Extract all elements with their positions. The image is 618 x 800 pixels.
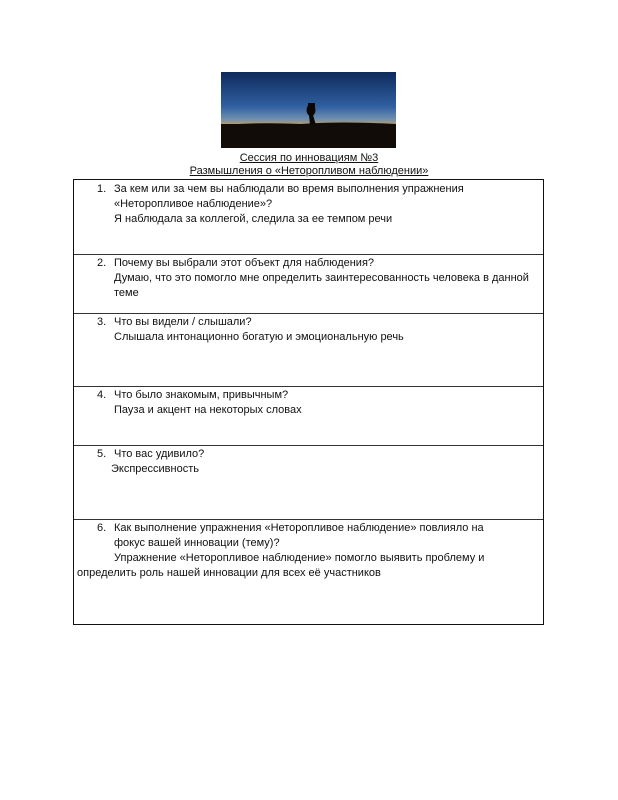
question-text: За кем или за чем вы наблюдали во время выполнения упражнения «Неторопливое наблюдение»? (114, 183, 464, 210)
document-subtitle: Размышления о «Неторопливом наблюдении» (189, 165, 429, 177)
table-row (74, 180, 543, 255)
sunset-photo (221, 72, 396, 148)
question-number: 6. (97, 522, 107, 534)
question-text: Что вас удивило? (114, 448, 205, 460)
answer-text: Экспрессивность (111, 463, 199, 475)
table-row (74, 254, 543, 314)
answer-text: Думаю, что это помогло мне определить заинтересованность человека в данной теме (114, 272, 529, 299)
answer-text: Слышала интонационно богатую и эмоциональную речь (114, 331, 404, 343)
question-number: 4. (97, 389, 107, 401)
question-number: 5. (97, 448, 107, 460)
question-text: Как выполнение упражнения «Неторопливое наблюдение» повлияло на фокус вашей инновации (тему)? (114, 522, 484, 549)
table-row (74, 519, 543, 624)
question-number: 1. (97, 183, 107, 195)
answer-text: Пауза и акцент на некоторых словах (114, 404, 302, 416)
table-row (74, 386, 543, 446)
document-title: Сессия по инновациям №3 (239, 152, 379, 164)
answer-text-line-2: определить роль нашей инновации для всех её участников (77, 567, 381, 579)
reflection-table (73, 179, 544, 625)
answer-text-line-1: Упражнение «Неторопливое наблюдение» помогло выявить проблему и (114, 552, 485, 564)
question-number: 3. (97, 316, 107, 328)
question-text: Что вы видели / слышали? (114, 316, 252, 328)
table-row (74, 313, 543, 387)
question-text: Что было знакомым, привычным? (114, 389, 289, 401)
answer-text: Я наблюдала за коллегой, следила за ее темпом речи (114, 213, 393, 225)
question-number: 2. (97, 257, 107, 269)
question-text: Почему вы выбрали этот объект для наблюдения? (114, 257, 375, 269)
table-row (74, 445, 543, 520)
